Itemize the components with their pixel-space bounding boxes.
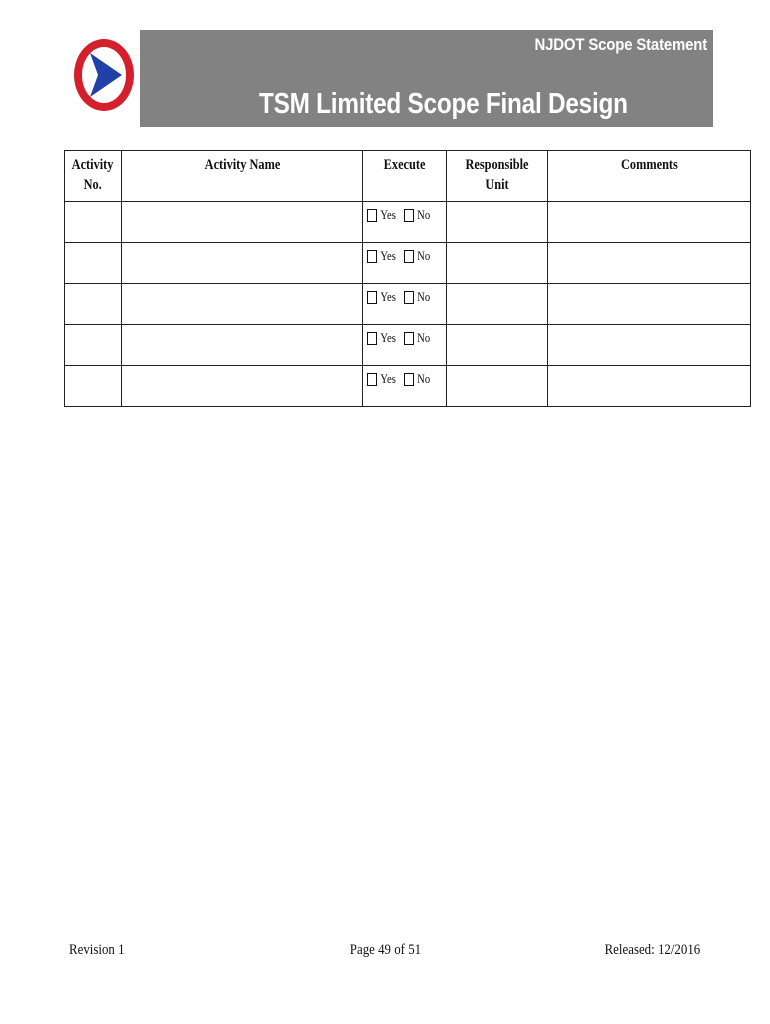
table-row bbox=[65, 243, 751, 284]
responsible-unit-cell[interactable] bbox=[447, 366, 548, 407]
execute-cell bbox=[363, 284, 447, 325]
execute-cell bbox=[363, 366, 447, 407]
activity-no-cell[interactable] bbox=[65, 202, 122, 243]
yes-checkbox[interactable] bbox=[367, 291, 377, 304]
njdot-logo bbox=[72, 37, 136, 113]
header-activity-no: Activity No. bbox=[65, 151, 122, 202]
footer-revision: Revision 1 bbox=[69, 942, 125, 958]
yes-checkbox[interactable] bbox=[367, 373, 377, 386]
activity-name-cell[interactable] bbox=[122, 243, 363, 284]
execute-cell bbox=[363, 243, 447, 284]
execute-cell bbox=[363, 202, 447, 243]
activities-table bbox=[64, 150, 751, 407]
activity-name-cell[interactable] bbox=[122, 284, 363, 325]
header-execute: Execute bbox=[363, 151, 447, 202]
table-row bbox=[65, 202, 751, 243]
table-row bbox=[65, 325, 751, 366]
comments-cell[interactable] bbox=[548, 366, 751, 407]
header-responsible-unit: Responsible Unit bbox=[447, 151, 548, 202]
no-checkbox[interactable] bbox=[404, 332, 414, 345]
no-label: No bbox=[417, 330, 431, 345]
yes-label: Yes bbox=[380, 330, 396, 345]
responsible-unit-cell[interactable] bbox=[447, 284, 548, 325]
activity-name-cell[interactable] bbox=[122, 366, 363, 407]
yes-label: Yes bbox=[380, 371, 396, 386]
table-row bbox=[65, 366, 751, 407]
activity-no-cell[interactable] bbox=[65, 243, 122, 284]
responsible-unit-cell[interactable] bbox=[447, 325, 548, 366]
activity-name-cell[interactable] bbox=[122, 325, 363, 366]
comments-cell[interactable] bbox=[548, 202, 751, 243]
comments-cell[interactable] bbox=[548, 325, 751, 366]
no-checkbox[interactable] bbox=[404, 250, 414, 263]
no-label: No bbox=[417, 289, 431, 304]
header-band bbox=[140, 30, 713, 127]
yes-checkbox[interactable] bbox=[367, 250, 377, 263]
activity-no-cell[interactable] bbox=[65, 325, 122, 366]
yes-label: Yes bbox=[380, 248, 396, 263]
yes-checkbox[interactable] bbox=[367, 332, 377, 345]
yes-label: Yes bbox=[380, 289, 396, 304]
responsible-unit-cell[interactable] bbox=[447, 202, 548, 243]
yes-checkbox[interactable] bbox=[367, 209, 377, 222]
comments-cell[interactable] bbox=[548, 284, 751, 325]
no-label: No bbox=[417, 207, 431, 222]
no-checkbox[interactable] bbox=[404, 373, 414, 386]
table-row bbox=[65, 284, 751, 325]
table-header-row bbox=[65, 151, 751, 202]
execute-cell bbox=[363, 325, 447, 366]
header-comments: Comments bbox=[548, 151, 751, 202]
no-label: No bbox=[417, 371, 431, 386]
no-checkbox[interactable] bbox=[404, 291, 414, 304]
njdot-seal-icon bbox=[72, 37, 136, 113]
document-label: NJDOT Scope Statement bbox=[534, 35, 707, 54]
footer-released-date: Released: 12/2016 bbox=[604, 942, 700, 958]
activity-name-cell[interactable] bbox=[122, 202, 363, 243]
no-checkbox[interactable] bbox=[404, 209, 414, 222]
activity-no-cell[interactable] bbox=[65, 366, 122, 407]
yes-label: Yes bbox=[380, 207, 396, 222]
activity-no-cell[interactable] bbox=[65, 284, 122, 325]
footer-page-number: Page 49 of 51 bbox=[349, 942, 421, 958]
comments-cell[interactable] bbox=[548, 243, 751, 284]
header-activity-name: Activity Name bbox=[122, 151, 363, 202]
no-label: No bbox=[417, 248, 431, 263]
responsible-unit-cell[interactable] bbox=[447, 243, 548, 284]
document-title: TSM Limited Scope Final Design bbox=[259, 88, 628, 120]
